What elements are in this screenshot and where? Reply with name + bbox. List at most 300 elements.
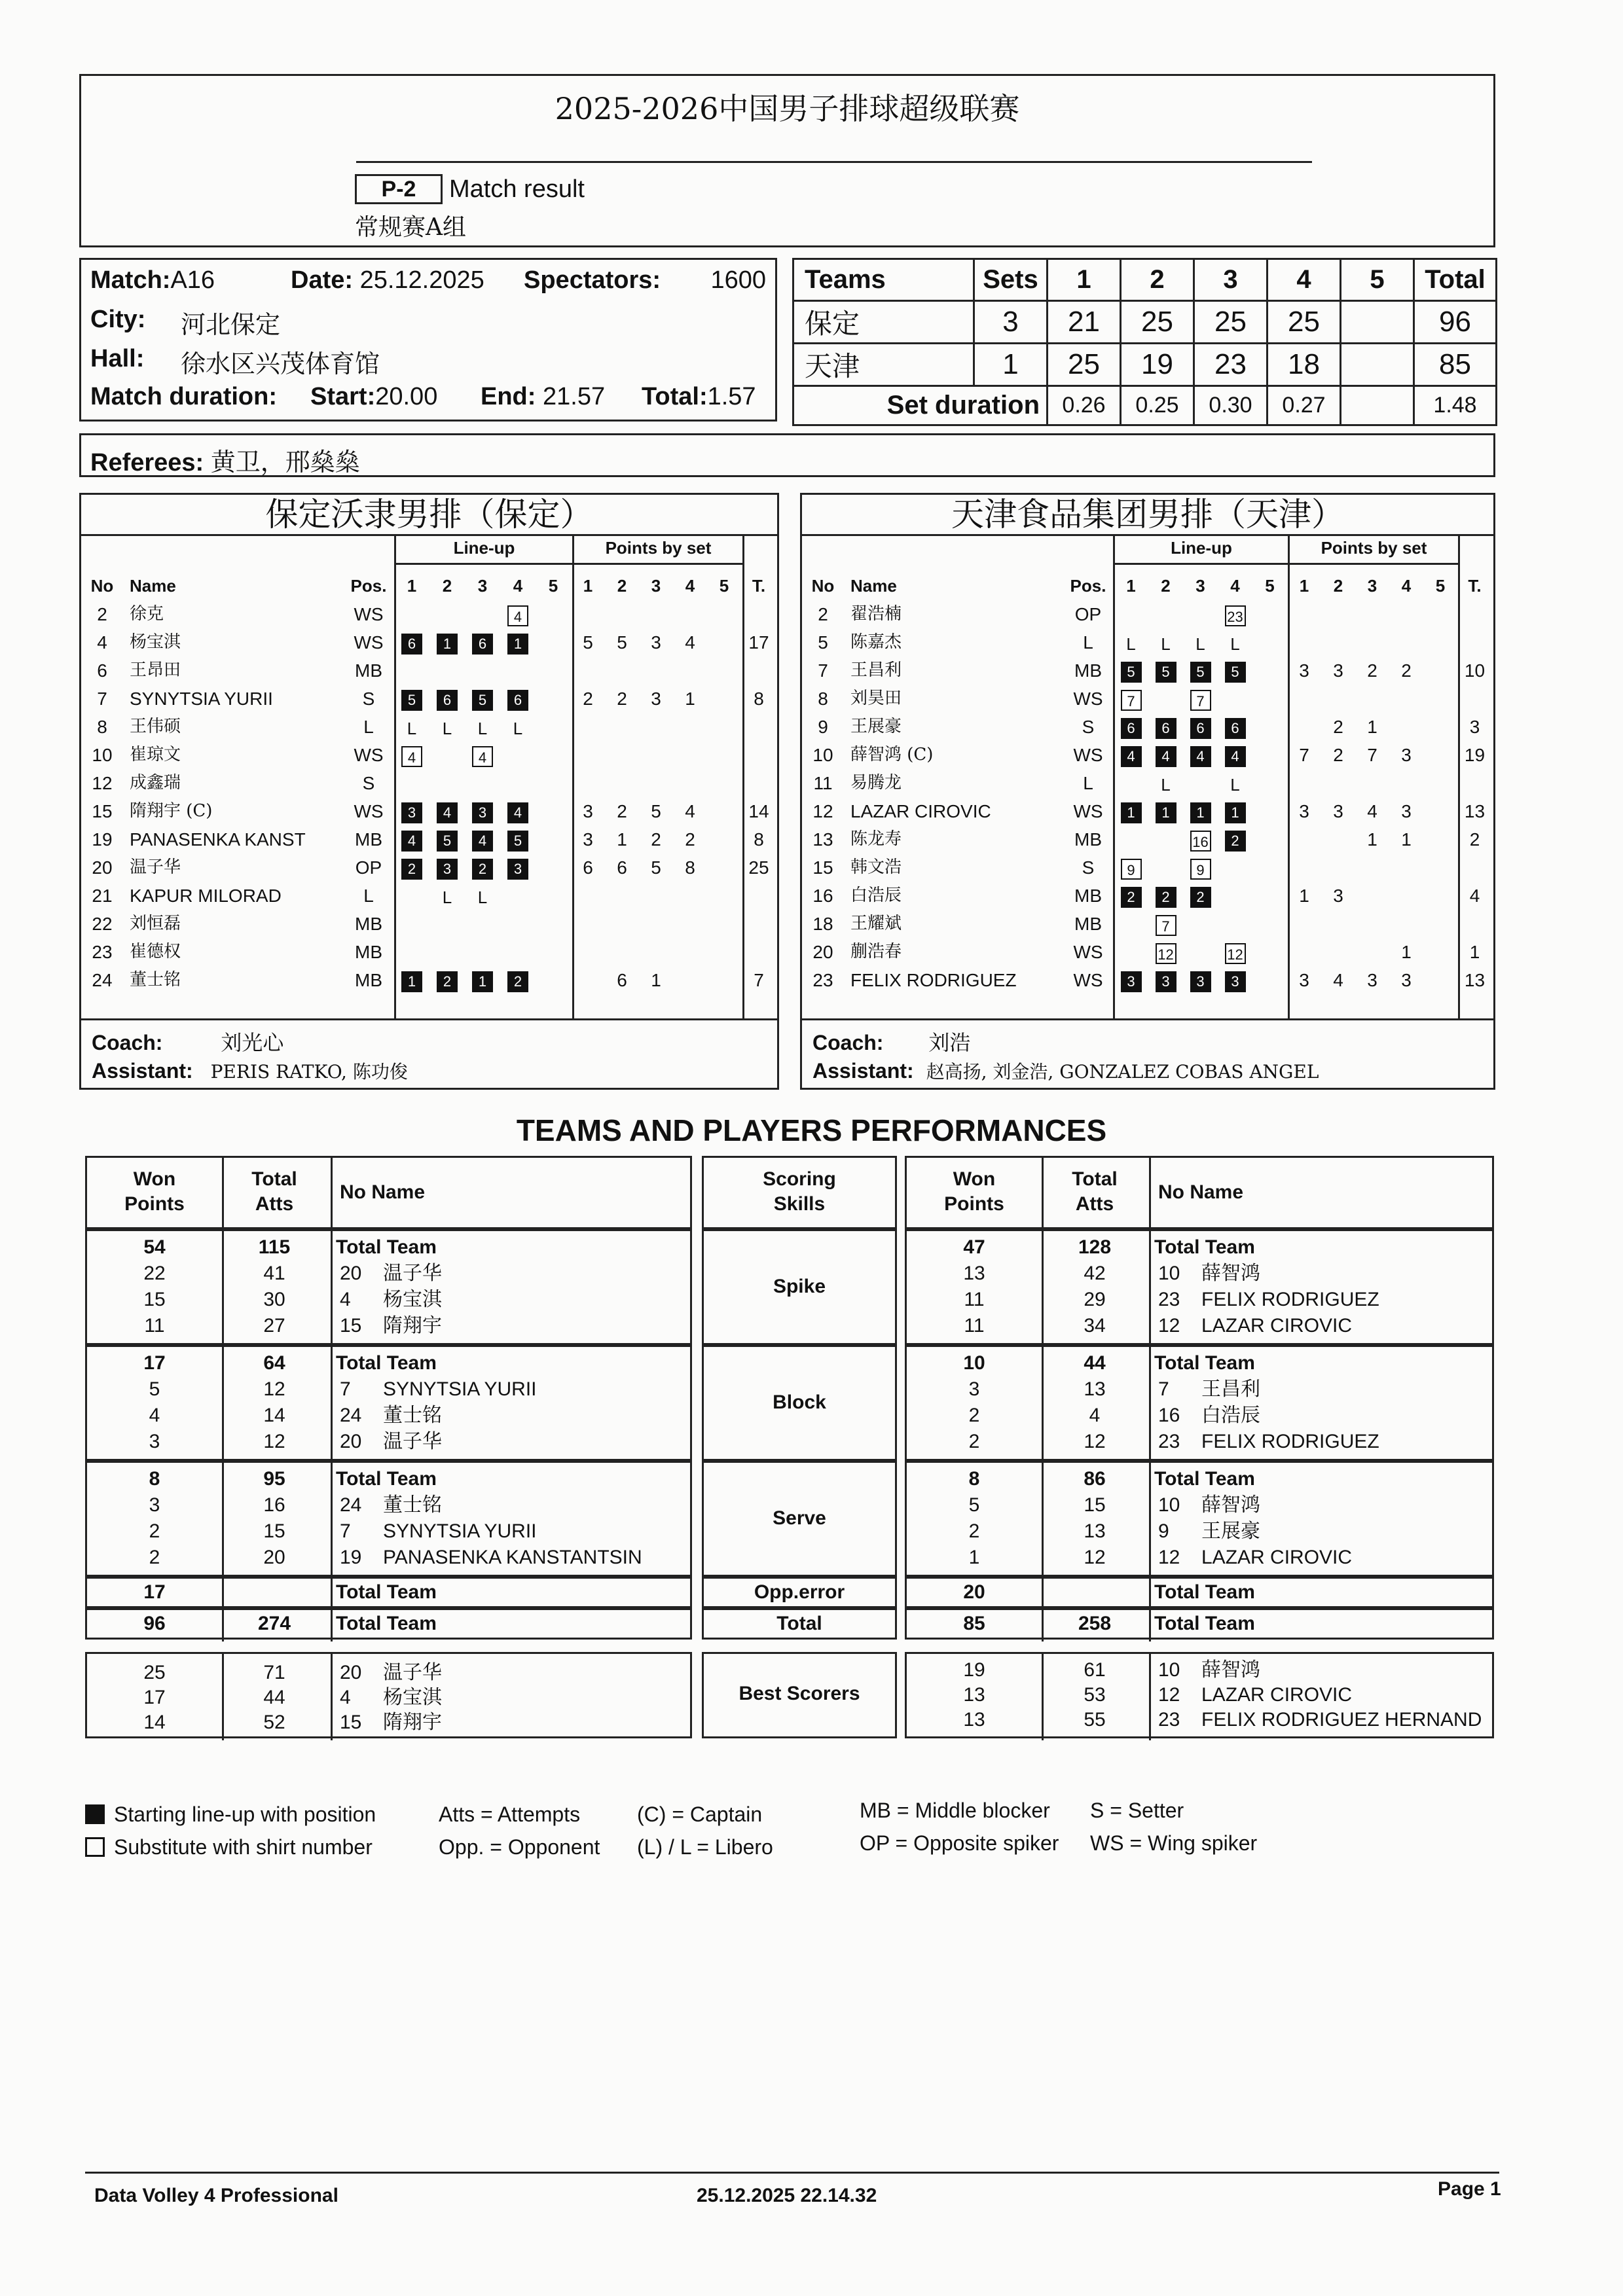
points-set-5: [707, 769, 741, 797]
points-total: 4: [1469, 886, 1480, 906]
player-row: [85, 628, 776, 656]
lineup-set-3: [465, 713, 500, 741]
player-no: 24: [340, 1494, 362, 1516]
player-name: 杨宝淇: [130, 632, 181, 652]
starting-position-badge: 5: [507, 831, 528, 852]
lineup-set-2: [1148, 853, 1183, 882]
libero-mark: L: [1161, 774, 1171, 795]
player-pos: MB: [1074, 886, 1102, 906]
libero-mark: L: [442, 887, 452, 907]
points-set-4: [1389, 600, 1423, 628]
player-name: 温子华: [383, 1262, 442, 1285]
libero-mark: L: [1230, 774, 1240, 795]
hdr-l1: 1: [1126, 576, 1136, 596]
points-set-3: [639, 713, 673, 741]
won-points: 85: [963, 1613, 985, 1634]
lineup-set-1: [1114, 910, 1148, 938]
home-opp-error-panel: [85, 1577, 692, 1608]
lineup-set-1: [1114, 628, 1148, 656]
lineup-set-5: [1252, 938, 1287, 966]
lineup-set-4: [500, 769, 536, 797]
lineup-set-5: [536, 713, 571, 741]
points-set-2: 2: [617, 801, 627, 821]
legend-starting: Starting line-up with position: [114, 1803, 376, 1826]
lineup-set-5: [1252, 600, 1287, 628]
points-set-2: [605, 600, 639, 628]
points-set-4: 8: [685, 857, 695, 878]
starting-position-badge: 2: [437, 971, 458, 992]
lineup-set-4: [1218, 600, 1252, 628]
player-row: [85, 938, 776, 966]
lineup-set-2: [1148, 600, 1183, 628]
total-atts: 55: [1084, 1709, 1106, 1731]
lineup-set-3: [1183, 628, 1218, 656]
points-set-2: [1321, 685, 1355, 713]
points-set-4: [673, 882, 707, 910]
total-atts: 29: [1084, 1289, 1106, 1310]
total-atts: 86: [1084, 1468, 1106, 1490]
doc-code-text: P-2: [381, 177, 416, 202]
lineup-set-3: [1183, 825, 1218, 853]
lineup-set-1: [1114, 797, 1148, 825]
start-row: [310, 383, 437, 411]
total-atts: 4: [1089, 1405, 1101, 1426]
home-coach-row: [92, 1026, 283, 1056]
total-atts: 258: [1078, 1613, 1112, 1634]
lineup-set-1: [394, 685, 429, 713]
start-label: Start:: [310, 383, 376, 410]
points-set-3: 4: [1367, 801, 1377, 821]
lineup-set-3: [1183, 656, 1218, 685]
lineup-set-5: [536, 656, 571, 685]
player-no: 4: [97, 632, 107, 653]
home-lineup-header: Line-up: [453, 538, 515, 558]
points-set-4: [1389, 713, 1423, 741]
lineup-set-1: [1114, 741, 1148, 769]
points-total: 19: [1464, 745, 1486, 765]
starting-position-badge: 2: [1156, 887, 1176, 908]
hall-value: 徐水区兴茂体育馆: [181, 350, 380, 378]
points-total: 25: [748, 857, 769, 878]
starting-position-badge: 3: [401, 802, 422, 823]
starting-position-badge: 4: [472, 831, 493, 852]
won-points: 5: [149, 1378, 160, 1400]
skills-header: [702, 1156, 897, 1229]
scoring-header: Scoring: [763, 1168, 836, 1190]
player-no: 24: [340, 1405, 362, 1426]
lineup-set-5: [536, 938, 571, 966]
player-row: [806, 797, 1492, 825]
player-row: [85, 685, 776, 713]
starting-position-badge: 3: [1225, 971, 1246, 992]
player-pos: S: [1082, 717, 1095, 737]
score-row: [793, 344, 1497, 386]
player-no: 12: [1158, 1684, 1180, 1706]
total-atts: 41: [263, 1263, 285, 1284]
starting-position-badge: 6: [1121, 718, 1142, 739]
player-name: FELIX RODRIGUEZ: [850, 970, 1017, 990]
total-atts: 61: [1084, 1659, 1106, 1681]
player-row: [806, 628, 1492, 656]
hdr-p2: 2: [1333, 576, 1343, 596]
points-set-3: 1: [651, 970, 661, 990]
hdr-l4: 4: [1230, 576, 1240, 596]
player-no: 20: [340, 1431, 362, 1452]
player-name: 崔德权: [130, 942, 181, 961]
won-points: 17: [143, 1352, 166, 1374]
total-atts: 20: [263, 1547, 285, 1568]
points-set-4: [1389, 910, 1423, 938]
legend-ws: WS = Wing spiker: [1090, 1831, 1258, 1855]
starting-position-badge: 6: [1190, 718, 1211, 739]
total-team-label: Total Team: [1154, 1468, 1255, 1490]
player-no: 12: [1158, 1315, 1180, 1336]
player-name: 陈龙寿: [850, 829, 902, 849]
points-set-1: 3: [583, 829, 593, 850]
header-box: [79, 74, 1495, 247]
lineup-set-5: [1252, 797, 1287, 825]
points-set-4: [673, 938, 707, 966]
starting-position-badge: 5: [437, 831, 458, 852]
lineup-set-1: [1114, 685, 1148, 713]
match-value: A16: [170, 266, 215, 294]
points-set-4: [673, 741, 707, 769]
player-name: LAZAR CIROVIC: [1201, 1684, 1353, 1706]
won-points: 2: [968, 1520, 980, 1542]
home-block-panel: [85, 1345, 692, 1461]
lineup-set-2: [1148, 769, 1183, 797]
libero-mark: L: [1230, 634, 1240, 654]
atts-header: Atts: [255, 1193, 294, 1215]
home-roster-header-row: [85, 572, 776, 600]
lineup-set-4: [500, 882, 536, 910]
home-spike-panel: [85, 1229, 692, 1345]
score-s1: 25: [1048, 344, 1121, 386]
starting-position-badge: 4: [507, 802, 528, 823]
lineup-set-2: [1148, 882, 1183, 910]
set-duration-total: 1.48: [1414, 386, 1497, 425]
player-name: 成鑫瑞: [130, 773, 181, 793]
points-set-2: [1321, 853, 1355, 882]
starting-position-badge: 4: [1225, 746, 1246, 767]
player-row: [806, 938, 1492, 966]
total-atts: 27: [263, 1315, 285, 1336]
player-name: 温子华: [383, 1430, 442, 1453]
home-roster-table: [85, 572, 776, 994]
player-name: 温子华: [383, 1661, 442, 1684]
points-set-4: [673, 966, 707, 994]
hdr-p5: 5: [719, 576, 729, 596]
starting-position-badge: 1: [507, 634, 528, 655]
points-set-3: [639, 741, 673, 769]
player-name: 杨宝淇: [383, 1686, 442, 1709]
won-points: 2: [149, 1547, 160, 1568]
player-no: 7: [1158, 1378, 1169, 1400]
player-no: 23: [812, 970, 833, 990]
lineup-set-1: [1114, 600, 1148, 628]
empty-square-icon: [85, 1837, 105, 1857]
won-points: 13: [963, 1263, 985, 1284]
player-no: 2: [97, 604, 107, 624]
total-atts: 30: [263, 1289, 285, 1310]
starting-position-badge: 3: [1156, 971, 1176, 992]
player-no: 23: [92, 942, 113, 962]
points-set-3: [1355, 882, 1389, 910]
won-points: 11: [964, 1289, 985, 1310]
points-set-4: [1389, 853, 1423, 882]
substitute-badge: 12: [1156, 943, 1176, 964]
lineup-set-3: [465, 600, 500, 628]
lineup-set-4: [1218, 685, 1252, 713]
player-no: 11: [813, 773, 833, 793]
starting-position-badge: 6: [1225, 718, 1246, 739]
total-atts: 64: [263, 1352, 285, 1374]
score-s4: 18: [1267, 344, 1341, 386]
points-total: [1457, 910, 1492, 938]
points-set-5: [707, 910, 741, 938]
player-pos: WS: [1073, 942, 1103, 962]
points-set-2: 2: [617, 689, 627, 709]
player-name: 隋翔宇: [383, 1314, 442, 1337]
points-set-4: 2: [1401, 660, 1412, 681]
player-name: 王耀斌: [850, 914, 902, 933]
total-header: Total: [251, 1168, 297, 1190]
lineup-set-2: [1148, 713, 1183, 741]
points-set-3: 7: [1367, 745, 1377, 765]
player-name: SYNYTSIA YURII: [383, 1520, 537, 1542]
starting-position-badge: 3: [1190, 971, 1211, 992]
away-serve-panel: [905, 1461, 1494, 1577]
lineup-set-3: [465, 797, 500, 825]
player-pos: WS: [354, 745, 384, 765]
lineup-set-1: [394, 656, 429, 685]
player-no: 5: [818, 632, 828, 653]
player-name: 王昌利: [1201, 1378, 1260, 1401]
won-points: 5: [968, 1494, 980, 1516]
points-set-5: [1423, 910, 1457, 938]
starting-position-badge: 4: [1190, 746, 1211, 767]
starting-position-badge: 5: [1190, 662, 1211, 683]
spectators-value: 1600: [710, 266, 766, 294]
hdr-p4: 4: [685, 576, 695, 596]
starting-position-badge: 2: [1190, 887, 1211, 908]
skill-name: Spike: [773, 1276, 826, 1297]
starting-position-badge: 6: [1156, 718, 1176, 739]
player-name: 韩文浩: [850, 857, 902, 877]
footer-software: Data Volley 4 Professional: [94, 2185, 338, 2206]
player-row: [806, 713, 1492, 741]
player-name: FELIX RODRIGUEZ HERNAND: [1201, 1709, 1482, 1731]
won-points: 4: [149, 1405, 160, 1426]
player-name: 刘恒磊: [130, 914, 181, 933]
away-roster-box: [800, 493, 1495, 1090]
lineup-set-2: [429, 713, 465, 741]
substitute-badge: 12: [1225, 943, 1246, 964]
lineup-set-1: [1114, 966, 1148, 994]
points-set-5: [707, 656, 741, 685]
points-total: [741, 882, 776, 910]
skill-name: Total: [776, 1613, 822, 1634]
score-s3: 23: [1194, 344, 1267, 386]
won-points: 11: [144, 1315, 165, 1336]
total-atts: 115: [258, 1236, 291, 1258]
player-row: [806, 910, 1492, 938]
points-set-1: [1287, 685, 1321, 713]
points-set-5: [707, 797, 741, 825]
lineup-set-4: [500, 628, 536, 656]
score-team: 保定: [793, 301, 974, 344]
lineup-set-3: [465, 769, 500, 797]
lineup-set-4: [1218, 825, 1252, 853]
starting-position-badge: 2: [507, 971, 528, 992]
end-label: End:: [481, 383, 536, 410]
match-row: [90, 266, 215, 295]
player-name: LAZAR CIROVIC: [1201, 1315, 1353, 1336]
lineup-set-3: [465, 882, 500, 910]
lineup-set-1: [1114, 713, 1148, 741]
score-total: 96: [1414, 301, 1497, 344]
hdr-name: Name: [130, 576, 176, 596]
player-name: SYNYTSIA YURII: [383, 1378, 537, 1400]
lineup-set-4: [500, 741, 536, 769]
won-points: 25: [143, 1662, 166, 1683]
lineup-set-2: [429, 882, 465, 910]
score-total: 85: [1414, 344, 1497, 386]
lineup-set-2: [429, 853, 465, 882]
score-table: [792, 258, 1497, 426]
lineup-set-3: [465, 741, 500, 769]
total-skill-panel: [702, 1608, 897, 1640]
city-value: 河北保定: [181, 310, 281, 339]
points-total: [741, 713, 776, 741]
points-set-4: [673, 769, 707, 797]
score-s3: 25: [1194, 301, 1267, 344]
doc-title: Match result: [449, 175, 585, 203]
lineup-set-3: [1183, 966, 1218, 994]
points-set-1: 3: [1299, 801, 1309, 821]
hdr-pos: Pos.: [1070, 576, 1106, 596]
points-set-3: 5: [651, 801, 661, 821]
player-pos: L: [363, 717, 374, 737]
player-name: 崔琼文: [130, 745, 181, 764]
hdr-no: No: [811, 576, 835, 596]
away-assistant: 赵高扬, 刘金浩, GONZALEZ COBAS ANGEL: [926, 1061, 1319, 1083]
lineup-set-2: [1148, 685, 1183, 713]
referees-label: Referees:: [90, 449, 204, 476]
points-set-5: [1423, 713, 1457, 741]
hdr-l2: 2: [1161, 576, 1171, 596]
away-roster-table: [806, 572, 1492, 994]
lineup-set-1: [1114, 825, 1148, 853]
points-header: Points: [944, 1193, 1004, 1215]
points-total: 8: [754, 689, 764, 709]
hdr-p1: 1: [583, 576, 593, 596]
substitute-badge: 7: [1121, 690, 1142, 711]
points-set-1: 5: [583, 632, 593, 653]
player-name: 王展豪: [1201, 1520, 1260, 1543]
won-points: 1: [968, 1547, 980, 1568]
player-no: 10: [1158, 1494, 1180, 1516]
lineup-set-2: [429, 685, 465, 713]
points-set-5: [707, 825, 741, 853]
total-team-label: Total Team: [336, 1352, 437, 1374]
points-set-4: 1: [1401, 829, 1412, 850]
points-total: [1457, 628, 1492, 656]
lineup-set-4: [1218, 966, 1252, 994]
player-pos: S: [362, 689, 375, 709]
points-set-4: 3: [1401, 801, 1412, 821]
player-no: 20: [340, 1263, 362, 1284]
points-set-1: 2: [583, 689, 593, 709]
hdr-sets: Sets: [974, 259, 1048, 301]
points-total: [1457, 853, 1492, 882]
points-set-3: [1355, 600, 1389, 628]
lineup-set-1: [1114, 656, 1148, 685]
spectators-label: Spectators:: [524, 266, 661, 294]
points-set-5: [1423, 825, 1457, 853]
points-set-5: [1423, 656, 1457, 685]
starting-position-badge: 3: [437, 859, 458, 880]
total-atts: 95: [263, 1468, 285, 1490]
player-name: 薛智鸿: [1201, 1494, 1260, 1516]
won-points: 17: [143, 1581, 166, 1603]
opp-error-skill-panel: [702, 1577, 897, 1608]
total-atts: 13: [1084, 1520, 1106, 1542]
away-assistant-label: Assistant:: [812, 1059, 914, 1083]
player-name: 翟浩楠: [850, 604, 902, 624]
lineup-set-1: [1114, 938, 1148, 966]
points-set-3: 5: [651, 857, 661, 878]
lineup-set-3: [465, 938, 500, 966]
player-no: 20: [812, 942, 833, 962]
lineup-set-3: [1183, 685, 1218, 713]
starting-position-badge: 3: [472, 802, 493, 823]
points-set-3: [639, 600, 673, 628]
player-no: 16: [1158, 1405, 1180, 1426]
hdr-t: T.: [752, 576, 766, 596]
libero-mark: L: [1126, 634, 1136, 654]
player-name: LAZAR CIROVIC: [1201, 1547, 1353, 1568]
lineup-set-3: [465, 853, 500, 882]
player-no: 6: [97, 660, 107, 681]
libero-mark: L: [442, 718, 452, 738]
points-set-1: [571, 713, 605, 741]
player-row: [85, 713, 776, 741]
lineup-set-3: [465, 628, 500, 656]
total-atts: 52: [263, 1712, 285, 1733]
player-pos: MB: [355, 660, 382, 681]
points-set-1: 7: [1299, 745, 1309, 765]
hdr-teams: Teams: [793, 259, 974, 301]
won-points: 11: [964, 1315, 985, 1336]
player-name: 杨宝淇: [383, 1288, 442, 1311]
lineup-set-3: [465, 910, 500, 938]
start-value: 20.00: [375, 383, 438, 410]
lineup-set-5: [1252, 713, 1287, 741]
date-row: [291, 266, 484, 295]
substitute-badge: 23: [1225, 605, 1246, 626]
player-no: 19: [92, 829, 113, 850]
lineup-set-5: [536, 600, 571, 628]
points-total: 3: [1469, 717, 1480, 737]
points-set-2: [1321, 769, 1355, 797]
points-set-3: [639, 769, 673, 797]
set-duration-5: [1341, 386, 1414, 425]
home-assistant: PERIS RATKO, 陈功俊: [210, 1061, 408, 1083]
lineup-set-1: [394, 966, 429, 994]
points-set-3: [1355, 938, 1389, 966]
lineup-set-2: [429, 797, 465, 825]
